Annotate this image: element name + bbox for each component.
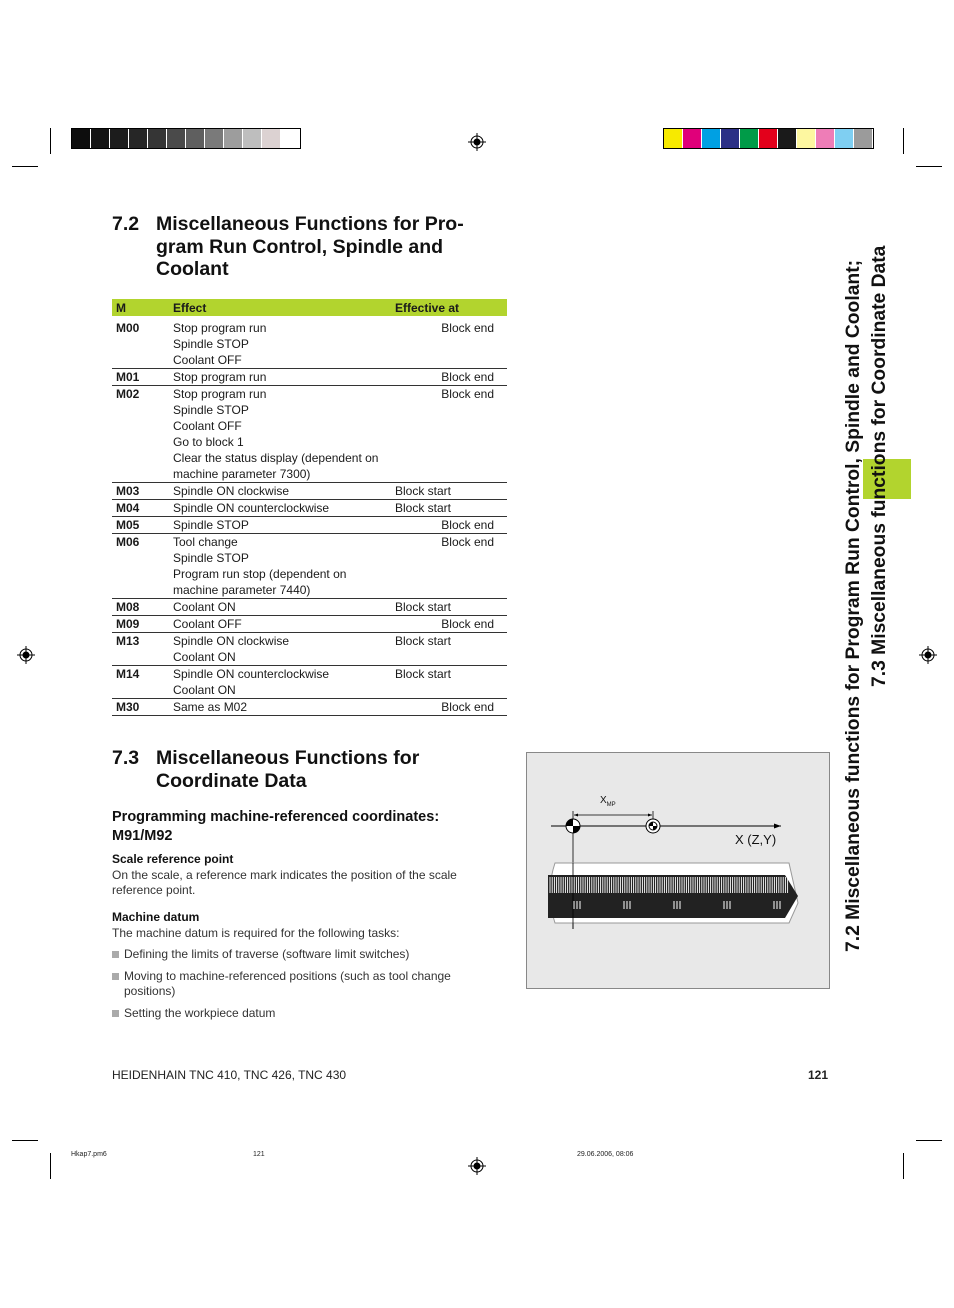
crop-mark: [903, 1153, 904, 1179]
color-swatch: [664, 129, 683, 148]
effective-at-cell: Block end: [391, 517, 507, 534]
table-header-row: [112, 299, 507, 316]
color-calibration-bar: [663, 128, 874, 149]
effective-at-cell: Block start: [391, 633, 507, 666]
table-row: [112, 316, 507, 369]
table-row: [112, 633, 507, 666]
section-number: 7.3: [112, 747, 140, 769]
scale-reference-block: [112, 852, 502, 899]
column-header-effective-at: Effective at: [391, 299, 507, 316]
effect-cell: Spindle ON clockwise: [169, 483, 391, 500]
m-code-cell: M13: [112, 633, 169, 666]
section-number: 7.2: [112, 213, 140, 235]
section-title: Miscellaneous Functions for Coordinate Data: [156, 747, 420, 792]
crop-mark: [12, 1140, 38, 1141]
m-code-cell: M30: [112, 699, 169, 716]
crop-mark: [50, 1153, 51, 1179]
slug-date: 29.06.2006, 08:06: [577, 1151, 634, 1158]
registration-mark-icon: [468, 133, 486, 151]
scale-reference-heading: Scale reference point: [112, 852, 234, 866]
color-swatch: [129, 129, 148, 148]
table-row: [112, 599, 507, 616]
machine-datum-heading: Machine datum: [112, 910, 200, 924]
grayscale-calibration-bar: [71, 128, 301, 149]
machine-datum-intro: The machine datum is required for the following tasks:: [112, 925, 400, 940]
effect-cell: Spindle ON counterclockwise Coolant ON: [169, 666, 391, 699]
side-tab-line-1: 7.2 Miscellaneous functions for Program Run Control, Spindle and Coolant;: [843, 259, 864, 952]
list-item: Defining the limits of traverse (software limit switches): [112, 947, 409, 963]
m-code-cell: M01: [112, 369, 169, 386]
section-7-2-heading: [112, 213, 512, 283]
scale-diagram: [527, 753, 831, 990]
color-swatch: [281, 129, 300, 148]
table-row: [112, 534, 507, 599]
color-swatch: [243, 129, 262, 148]
effect-cell: Stop program run Spindle STOP Coolant OFF Go to block 1 Clear the status display (dependent on machine parameter 7300): [169, 386, 391, 483]
m-code-cell: M04: [112, 500, 169, 517]
effective-at-cell: Block end: [441, 321, 494, 335]
color-swatch: [148, 129, 167, 148]
registration-mark-icon: [919, 646, 937, 664]
scale-reference-text: On the scale, a reference mark indicates the position of the scale reference point.: [112, 867, 457, 897]
m-code-cell: M03: [112, 483, 169, 500]
crop-mark: [916, 166, 942, 167]
section-title: Miscellaneous Functions for Pro- gram Run Control, Spindle and Coolant: [156, 213, 464, 280]
m-functions-table: [112, 299, 507, 716]
color-swatch: [721, 129, 740, 148]
side-tab-line-2: 7.3 Miscellaneous functions for Coordinate Data: [869, 245, 890, 687]
m-code-cell: M02: [112, 386, 169, 483]
chapter-side-tab: [833, 215, 911, 952]
color-swatch: [702, 129, 721, 148]
m-code-cell: M00: [116, 321, 140, 335]
scale-reference-figure: [526, 752, 830, 989]
table-row: [112, 483, 507, 500]
effective-at-cell: Block end: [391, 386, 507, 483]
m-code-cell: M05: [112, 517, 169, 534]
color-swatch: [835, 129, 854, 148]
color-swatch: [186, 129, 205, 148]
table-row: [112, 616, 507, 633]
table-row: [112, 369, 507, 386]
color-swatch: [740, 129, 759, 148]
crop-mark: [916, 1140, 942, 1141]
footer-left: HEIDENHAIN TNC 410, TNC 426, TNC 430: [112, 1068, 347, 1082]
color-swatch: [683, 129, 702, 148]
crop-mark: [12, 166, 38, 167]
effect-cell: Spindle ON clockwise Coolant ON: [169, 633, 391, 666]
color-swatch: [797, 129, 816, 148]
effect-cell: Coolant ON: [169, 599, 391, 616]
list-item: Setting the workpiece datum: [112, 1006, 275, 1022]
table-row: [112, 666, 507, 699]
slug-file: Hkap7.pm6: [71, 1151, 107, 1158]
registration-mark-icon: [468, 1157, 486, 1175]
effective-at-cell: Block start: [391, 599, 507, 616]
color-swatch: [72, 129, 91, 148]
effective-at-cell: Block end: [391, 699, 507, 716]
color-swatch: [110, 129, 129, 148]
scale-ticks: [550, 877, 788, 893]
effective-at-cell: Block end: [391, 616, 507, 633]
table-row: [112, 699, 507, 716]
page-number: 121: [808, 1068, 829, 1082]
color-swatch: [816, 129, 835, 148]
color-swatch: [262, 129, 281, 148]
machine-datum-block: [112, 910, 502, 941]
effect-cell: Stop program run: [169, 369, 391, 386]
column-header-effect: Effect: [169, 299, 391, 316]
effective-at-cell: Block start: [391, 500, 507, 517]
effective-at-cell: Block end: [391, 534, 507, 599]
effective-at-cell: Block end: [391, 369, 507, 386]
color-swatch: [778, 129, 797, 148]
section-7-3-heading: [112, 747, 512, 793]
effective-at-cell: Block start: [391, 483, 507, 500]
subheading-m91-m92: Programming machine-referenced coordinates: M91/M92: [112, 809, 440, 844]
list-item: Moving to machine-referenced positions (such as tool change: [112, 969, 451, 985]
crop-mark: [903, 128, 904, 154]
m-code-cell: M14: [112, 666, 169, 699]
effective-at-cell: Block start: [391, 666, 507, 699]
color-swatch: [91, 129, 110, 148]
color-swatch: [759, 129, 778, 148]
table-row: [112, 386, 507, 483]
axis-label: X (Z,Y): [735, 832, 777, 847]
registration-mark-icon: [17, 646, 35, 664]
color-swatch: [854, 129, 873, 148]
color-swatch: [224, 129, 243, 148]
crop-mark: [50, 128, 51, 154]
list-item-continuation: positions): [124, 984, 176, 998]
slug-page: 121: [253, 1151, 265, 1158]
m-code-cell: M09: [112, 616, 169, 633]
m-code-cell: M06: [112, 534, 169, 599]
color-swatch: [167, 129, 186, 148]
color-swatch: [205, 129, 224, 148]
m-code-cell: M08: [112, 599, 169, 616]
effect-cell: Same as M02: [169, 699, 391, 716]
xmp-label: $X_{MP}$: [600, 795, 616, 808]
column-header-m: M: [112, 299, 169, 316]
effect-cell: Coolant OFF: [169, 616, 391, 633]
table-row: [112, 517, 507, 534]
effect-cell: Spindle STOP: [169, 517, 391, 534]
effect-cell: Tool change Spindle STOP Program run stop (dependent on machine parameter 7440): [169, 534, 391, 599]
table-row: [112, 500, 507, 517]
effect-cell: Stop program run Spindle STOP Coolant OFF: [173, 321, 267, 367]
effect-cell: Spindle ON counterclockwise: [169, 500, 391, 517]
